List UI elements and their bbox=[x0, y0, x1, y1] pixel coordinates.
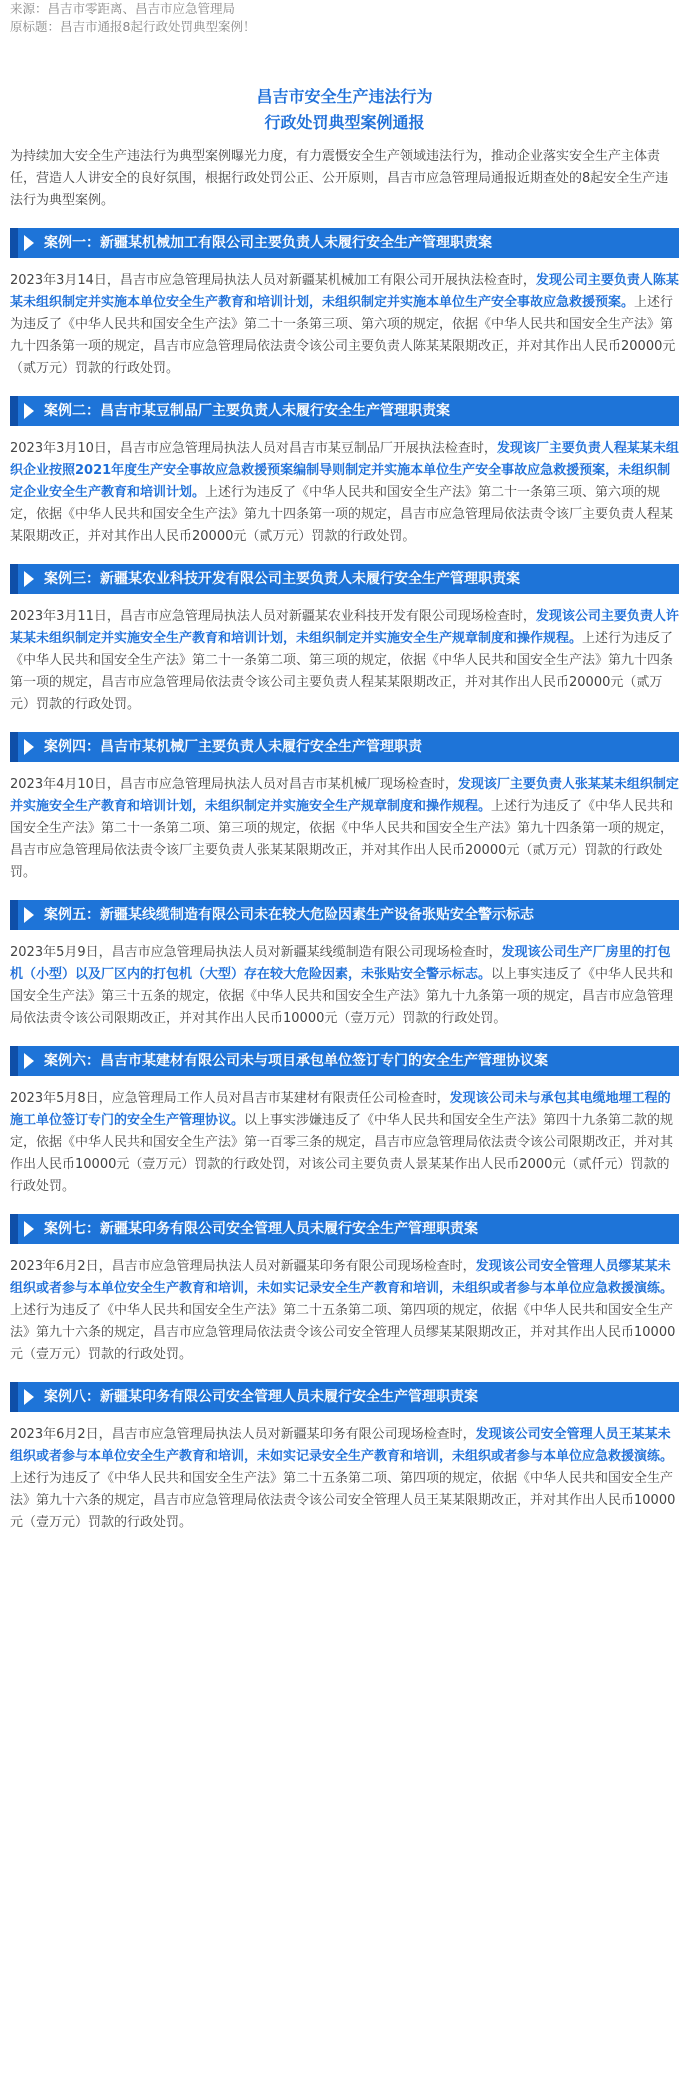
case-text-2a: 2023年3月10日，昌吉市应急管理局执法人员对昌吉市某豆制品厂开展执法检查时， bbox=[10, 441, 497, 456]
intro-paragraph: 为持续加大安全生产违法行为典型案例曝光力度，有力震慑安全生产领域违法行为，推动企业落实安全生产主体责任，营造人人讲安全的良好氛围，根据行政处罚公正、公开原则，昌吉市应急管理局通报近期查处的8起安全生产违法行为典型案例。 bbox=[10, 149, 669, 208]
case-highlight-3: 发现该公司主要负责人许某某未组织制定并实施安全生产教育和培训计划，未组织制定并实施安全生产规章制度和操作规程。 bbox=[10, 609, 679, 646]
article-meta bbox=[10, 0, 679, 36]
case-text-4b: 上述行为违反了《中华人民共和国安全生产法》第二十一条第二项、第三项的规定，依据《中华人民共和国安全生产法》第九十四条第一项的规定，昌吉市应急管理局依法责令该厂主要负责人张某某限期改正，并对其作出人民币20000元（贰万元）罚款的行政处罚。 bbox=[10, 799, 674, 880]
case-body-7 bbox=[10, 1256, 679, 1366]
case-header-5 bbox=[10, 900, 679, 930]
case-text-3b: 上述行为违反了《中华人民共和国安全生产法》第二十一条第二项、第三项的规定，依据《中华人民共和国安全生产法》第九十四条第一项的规定，昌吉市应急管理局依法责令该公司主要负责人程某某限期改正，并对其作出人民币20000元（贰万元）罚款的行政处罚。 bbox=[10, 631, 674, 712]
case-text-8b: 上述行为违反了《中华人民共和国安全生产法》第二十五条第二项、第四项的规定，依据《中华人民共和国安全生产法》第九十六条的规定，昌吉市应急管理局依法责令该公司安全管理人员王某某限期改正，并对其作出人民币10000元（壹万元）罚款的行政处罚。 bbox=[10, 1471, 676, 1530]
case-header-2 bbox=[10, 396, 679, 426]
title-line-2: 行政处罚典型案例通报 bbox=[264, 113, 425, 132]
case-header-6 bbox=[10, 1046, 679, 1076]
arrow-icon bbox=[24, 403, 34, 419]
case-highlight-2: 发现该厂主要负责人程某某未组织企业按照2021年度生产安全事故应急救援预案编制导则制定并实施本单位生产安全事故应急救援预案，未组织制定企业安全生产教育和培训计划。 bbox=[10, 441, 679, 500]
case-header-3 bbox=[10, 564, 679, 594]
case-title-2: 案例二：昌吉市某豆制品厂主要负责人未履行安全生产管理职责案 bbox=[44, 403, 450, 419]
original-title-line: 原标题：昌吉市通报8起行政处罚典型案例！ bbox=[10, 19, 256, 34]
case-title-8: 案例八：新疆某印务有限公司安全管理人员未履行安全生产管理职责案 bbox=[44, 1389, 478, 1405]
case-text-3a: 2023年3月11日，昌吉市应急管理局执法人员对新疆某农业科技开发有限公司现场检查时， bbox=[10, 609, 536, 624]
case-title-5: 案例五：新疆某线缆制造有限公司未在较大危险因素生产设备张贴安全警示标志 bbox=[44, 907, 534, 923]
case-text-7a: 2023年6月2日，昌吉市应急管理局执法人员对新疆某印务有限公司现场检查时， bbox=[10, 1259, 476, 1274]
case-text-5b: 以上事实违反了《中华人民共和国安全生产法》第三十五条的规定，依据《中华人民共和国安全生产法》第九十九条第一项的规定，昌吉市应急管理局依法责令该公司限期改正，并对其作出人民币10000元（壹万元）罚款的行政处罚。 bbox=[10, 967, 674, 1026]
case-body-3 bbox=[10, 606, 679, 716]
case-title-4: 案例四：昌吉市某机械厂主要负责人未履行安全生产管理职责 bbox=[44, 739, 422, 755]
case-text-4a: 2023年4月10日，昌吉市应急管理局执法人员对昌吉市某机械厂现场检查时， bbox=[10, 777, 458, 792]
case-title-1: 案例一：新疆某机械加工有限公司主要负责人未履行安全生产管理职责案 bbox=[44, 235, 492, 251]
arrow-icon bbox=[24, 907, 34, 923]
case-highlight-7: 发现该公司安全管理人员缪某某未组织或者参与本单位安全生产教育和培训，未如实记录安全生产教育和培训，未组织或者参与本单位应急救援演练。 bbox=[10, 1259, 674, 1296]
case-body-4 bbox=[10, 774, 679, 884]
case-text-5a: 2023年5月9日，昌吉市应急管理局执法人员对新疆某线缆制造有限公司现场检查时， bbox=[10, 945, 502, 960]
case-body-2 bbox=[10, 438, 679, 548]
source-line: 来源：昌吉市零距离、昌吉市应急管理局 bbox=[10, 1, 236, 16]
title-line-1: 昌吉市安全生产违法行为 bbox=[256, 87, 433, 106]
case-body-8 bbox=[10, 1424, 679, 1534]
arrow-icon bbox=[24, 1053, 34, 1069]
case-body-5 bbox=[10, 942, 679, 1030]
arrow-icon bbox=[24, 739, 34, 755]
case-text-7b: 上述行为违反了《中华人民共和国安全生产法》第二十五条第二项、第四项的规定，依据《中华人民共和国安全生产法》第九十六条的规定，昌吉市应急管理局依法责令该公司安全管理人员缪某某限期改正，并对其作出人民币10000元（壹万元）罚款的行政处罚。 bbox=[10, 1303, 676, 1362]
case-header-8 bbox=[10, 1382, 679, 1412]
arrow-icon bbox=[24, 235, 34, 251]
case-title-7: 案例七：新疆某印务有限公司安全管理人员未履行安全生产管理职责案 bbox=[44, 1221, 478, 1237]
case-body-6 bbox=[10, 1088, 679, 1198]
article-title bbox=[10, 84, 679, 136]
case-text-1a: 2023年3月14日，昌吉市应急管理局执法人员对新疆某机械加工有限公司开展执法检查时， bbox=[10, 273, 536, 288]
case-highlight-5: 发现该公司生产厂房里的打包机（小型）以及厂区内的打包机（大型）存在较大危险因素，未张贴安全警示标志。 bbox=[10, 945, 671, 982]
case-header-4 bbox=[10, 732, 679, 762]
case-body-1 bbox=[10, 270, 679, 380]
case-header-7 bbox=[10, 1214, 679, 1244]
case-title-6: 案例六：昌吉市某建材有限公司未与项目承包单位签订专门的安全生产管理协议案 bbox=[44, 1053, 548, 1069]
arrow-icon bbox=[24, 1221, 34, 1237]
case-text-6b: 以上事实涉嫌违反了《中华人民共和国安全生产法》第四十九条第二款的规定，依据《中华人民共和国安全生产法》第一百零三条的规定，昌吉市应急管理局依法责令该公司限期改正，并对其作出人民币10000元（壹万元）罚款的行政处罚，对该公司主要负责人景某某作出人民币2000元（贰仟元）罚款的行政处罚。 bbox=[10, 1113, 674, 1194]
case-highlight-6: 发现该公司未与承包其电缆地埋工程的施工单位签订专门的安全生产管理协议。 bbox=[10, 1091, 671, 1128]
arrow-icon bbox=[24, 1389, 34, 1405]
case-text-8a: 2023年6月2日，昌吉市应急管理局执法人员对新疆某印务有限公司现场检查时， bbox=[10, 1427, 476, 1442]
case-title-3: 案例三：新疆某农业科技开发有限公司主要负责人未履行安全生产管理职责案 bbox=[44, 571, 520, 587]
case-header-1 bbox=[10, 228, 679, 258]
case-text-6a: 2023年5月8日，应急管理局工作人员对昌吉市某建材有限责任公司检查时， bbox=[10, 1091, 450, 1106]
case-highlight-8: 发现该公司安全管理人员王某某未组织或者参与本单位安全生产教育和培训，未如实记录安全生产教育和培训，未组织或者参与本单位应急救援演练。 bbox=[10, 1427, 674, 1464]
case-highlight-4: 发现该厂主要负责人张某某未组织制定并实施安全生产教育和培训计划，未组织制定并实施安全生产规章制度和操作规程。 bbox=[10, 777, 679, 814]
case-text-2b: 上述行为违反了《中华人民共和国安全生产法》第二十一条第三项、第六项的规定，依据《中华人民共和国安全生产法》第九十四条第一项的规定，昌吉市应急管理局依法责令该厂主要负责人程某某限期改正，并对其作出人民币20000元（贰万元）罚款的行政处罚。 bbox=[10, 485, 674, 544]
arrow-icon bbox=[24, 571, 34, 587]
case-highlight-1: 发现公司主要负责人陈某某未组织制定并实施本单位安全生产教育和培训计划，未组织制定并实施本单位生产安全事故应急救援预案。 bbox=[10, 273, 679, 310]
case-text-1b: 上述行为违反了《中华人民共和国安全生产法》第二十一条第三项、第六项的规定，依据《中华人民共和国安全生产法》第九十四条第一项的规定，昌吉市应急管理局依法责令该公司主要负责人陈某某限期改正，并对其作出人民币20000元（贰万元）罚款的行政处罚。 bbox=[10, 295, 676, 376]
